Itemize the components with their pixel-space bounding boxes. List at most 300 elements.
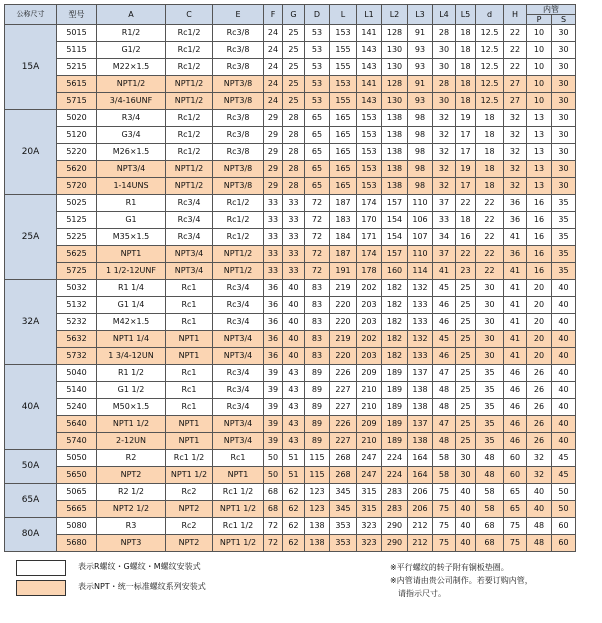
table-cell: 68	[476, 518, 504, 535]
table-cell: 5615	[57, 76, 97, 93]
table-cell: 137	[408, 365, 433, 382]
table-cell: 10	[527, 76, 552, 93]
table-cell: 40	[456, 501, 476, 518]
table-row	[5, 365, 576, 382]
table-row	[5, 59, 576, 76]
table-cell: 46	[504, 399, 527, 416]
table-cell: 20	[527, 348, 552, 365]
table-cell: 189	[382, 433, 408, 450]
table-cell: M35×1.5	[97, 229, 166, 246]
table-cell: 25	[456, 314, 476, 331]
table-row	[5, 348, 576, 365]
nominal-size-cell: 65A	[5, 484, 57, 518]
legend-label-white: 表示R螺纹・G螺纹・M螺纹安装式	[78, 562, 201, 571]
table-cell: Rc3/8	[213, 59, 264, 76]
table-cell: Rc1	[166, 382, 213, 399]
table-cell: 22	[476, 229, 504, 246]
table-cell: 28	[283, 161, 305, 178]
table-cell: 40	[527, 484, 552, 501]
table-cell: 123	[305, 484, 330, 501]
table-cell: 40	[283, 314, 305, 331]
table-cell: 33	[283, 246, 305, 263]
table-cell: 30	[552, 127, 576, 144]
table-cell: 290	[382, 518, 408, 535]
table-cell: 62	[283, 501, 305, 518]
table-cell: 16	[456, 229, 476, 246]
table-cell: 83	[305, 297, 330, 314]
table-cell: 75	[433, 518, 456, 535]
table-cell: 60	[504, 467, 527, 484]
table-cell: 5665	[57, 501, 97, 518]
table-cell: 30	[552, 144, 576, 161]
table-cell: 48	[527, 518, 552, 535]
table-row	[5, 450, 576, 467]
table-cell: 26	[527, 399, 552, 416]
table-cell: 39	[264, 416, 283, 433]
legend-label-orange: 表示NPT・统一标准螺纹系列安装式	[78, 582, 206, 591]
table-cell: 25	[283, 25, 305, 42]
table-cell: 33	[264, 263, 283, 280]
table-cell: 46	[433, 314, 456, 331]
table-cell: Rc2	[166, 484, 213, 501]
table-row	[5, 314, 576, 331]
table-cell: 53	[305, 25, 330, 42]
table-cell: 33	[283, 195, 305, 212]
table-cell: 132	[408, 331, 433, 348]
table-cell: 47	[433, 416, 456, 433]
table-cell: 12.5	[476, 76, 504, 93]
table-cell: 91	[408, 76, 433, 93]
table-cell: 182	[382, 280, 408, 297]
table-cell: 65	[305, 178, 330, 195]
col-s: S	[552, 15, 576, 25]
table-cell: 28	[283, 144, 305, 161]
table-cell: 23	[456, 263, 476, 280]
table-cell: 154	[382, 212, 408, 229]
table-cell: 30	[552, 59, 576, 76]
table-cell: 41	[504, 280, 527, 297]
table-cell: 315	[357, 501, 382, 518]
table-cell: 154	[382, 229, 408, 246]
table-row	[5, 212, 576, 229]
table-cell: 128	[382, 25, 408, 42]
table-cell: 114	[408, 263, 433, 280]
table-cell: 41	[504, 314, 527, 331]
table-cell: G1 1/2	[97, 382, 166, 399]
table-cell: 48	[476, 467, 504, 484]
table-cell: NPT3/4	[213, 348, 264, 365]
table-cell: 138	[382, 161, 408, 178]
table-cell: 27	[504, 76, 527, 93]
table-cell: G1/2	[97, 42, 166, 59]
table-cell: 47	[433, 365, 456, 382]
table-cell: 35	[476, 382, 504, 399]
table-cell: 157	[382, 195, 408, 212]
table-cell: 40	[283, 280, 305, 297]
table-cell: 187	[330, 246, 357, 263]
table-cell: 62	[283, 518, 305, 535]
table-cell: Rc3/8	[213, 42, 264, 59]
table-cell: Rc1 1/2	[213, 518, 264, 535]
table-cell: 18	[476, 127, 504, 144]
table-cell: 83	[305, 348, 330, 365]
table-cell: 32	[504, 144, 527, 161]
table-cell: 58	[433, 450, 456, 467]
table-cell: 20	[527, 314, 552, 331]
table-cell: 22	[476, 212, 504, 229]
table-cell: 1 3/4-12UN	[97, 348, 166, 365]
table-cell: Rc3/4	[166, 212, 213, 229]
table-cell: 28	[283, 127, 305, 144]
table-cell: 33	[264, 229, 283, 246]
table-cell: 17	[456, 144, 476, 161]
table-cell: 75	[504, 518, 527, 535]
table-cell: 17	[456, 127, 476, 144]
table-cell: 202	[357, 331, 382, 348]
table-cell: 68	[264, 484, 283, 501]
table-cell: 30	[552, 93, 576, 110]
table-cell: 18	[476, 178, 504, 195]
table-cell: 27	[504, 93, 527, 110]
table-cell: 219	[330, 280, 357, 297]
legend-swatch-orange	[16, 580, 66, 596]
table-cell: 72	[305, 195, 330, 212]
table-cell: 43	[283, 399, 305, 416]
table-cell: 36	[264, 348, 283, 365]
table-cell: 29	[264, 127, 283, 144]
table-cell: 29	[264, 161, 283, 178]
table-cell: 18	[456, 59, 476, 76]
table-cell: 65	[305, 144, 330, 161]
table-cell: 29	[264, 178, 283, 195]
table-cell: 65	[504, 501, 527, 518]
table-row	[5, 416, 576, 433]
col-l5: L5	[456, 5, 476, 25]
table-cell: 89	[305, 416, 330, 433]
table-cell: 62	[283, 535, 305, 552]
table-cell: 18	[456, 212, 476, 229]
table-cell: 209	[357, 365, 382, 382]
table-cell: 10	[527, 59, 552, 76]
table-cell: 34	[433, 229, 456, 246]
table-cell: 53	[305, 42, 330, 59]
table-cell: 25	[456, 382, 476, 399]
table-cell: 323	[357, 518, 382, 535]
nominal-size-cell: 25A	[5, 195, 57, 280]
table-cell: 75	[504, 535, 527, 552]
table-cell: 24	[264, 76, 283, 93]
col-f: F	[264, 5, 283, 25]
table-cell: 283	[382, 484, 408, 501]
table-cell: NPT1/2	[166, 178, 213, 195]
table-cell: 25	[456, 297, 476, 314]
table-cell: 1 1/2-12UNF	[97, 263, 166, 280]
table-cell: 227	[330, 382, 357, 399]
table-cell: 72	[305, 246, 330, 263]
table-cell: 41	[504, 297, 527, 314]
table-cell: 36	[264, 331, 283, 348]
table-cell: 189	[382, 399, 408, 416]
table-cell: 40	[552, 365, 576, 382]
table-cell: 40	[552, 348, 576, 365]
table-cell: 203	[357, 348, 382, 365]
col-d-lower: d	[476, 5, 504, 25]
table-cell: 43	[283, 433, 305, 450]
table-cell: Rc3/8	[213, 127, 264, 144]
table-cell: 98	[408, 161, 433, 178]
table-cell: NPT3/4	[213, 416, 264, 433]
table-cell: 24	[264, 42, 283, 59]
table-cell: 220	[330, 348, 357, 365]
table-cell: 153	[357, 110, 382, 127]
table-cell: NPT3/8	[213, 178, 264, 195]
table-cell: 18	[476, 144, 504, 161]
table-cell: Rc3/4	[213, 382, 264, 399]
table-cell: 91	[408, 25, 433, 42]
table-cell: Rc1	[166, 280, 213, 297]
table-cell: 174	[357, 246, 382, 263]
table-cell: NPT3/4	[97, 161, 166, 178]
table-cell: 203	[357, 314, 382, 331]
table-cell: Rc1/2	[166, 59, 213, 76]
table-cell: 5225	[57, 229, 97, 246]
table-cell: 174	[357, 195, 382, 212]
table-cell: 227	[330, 399, 357, 416]
table-cell: 165	[330, 127, 357, 144]
table-cell: NPT1 1/2	[213, 501, 264, 518]
table-cell: 130	[382, 42, 408, 59]
table-cell: 268	[330, 450, 357, 467]
table-cell: 13	[527, 161, 552, 178]
table-cell: 40	[283, 348, 305, 365]
table-cell: 72	[305, 263, 330, 280]
table-row	[5, 382, 576, 399]
table-row	[5, 280, 576, 297]
col-l: L	[330, 5, 357, 25]
table-cell: 22	[456, 246, 476, 263]
table-cell: 40	[552, 314, 576, 331]
table-cell: 130	[382, 59, 408, 76]
table-cell: R1/2	[97, 25, 166, 42]
table-cell: NPT3	[97, 535, 166, 552]
table-cell: 37	[433, 195, 456, 212]
table-cell: G1 1/4	[97, 297, 166, 314]
col-size: 公称尺寸	[5, 5, 57, 25]
table-cell: NPT3/4	[213, 331, 264, 348]
table-cell: 107	[408, 229, 433, 246]
table-cell: 5050	[57, 450, 97, 467]
table-row	[5, 127, 576, 144]
table-cell: 33	[264, 246, 283, 263]
table-cell: 36	[264, 280, 283, 297]
table-row	[5, 246, 576, 263]
table-cell: 93	[408, 42, 433, 59]
table-cell: 30	[433, 42, 456, 59]
table-cell: 10	[527, 25, 552, 42]
table-cell: 1-14UNS	[97, 178, 166, 195]
table-cell: 83	[305, 280, 330, 297]
table-cell: 40	[552, 297, 576, 314]
table-cell: 5125	[57, 212, 97, 229]
table-cell: 40	[456, 518, 476, 535]
table-cell: 25	[283, 59, 305, 76]
table-cell: Rc3/4	[213, 314, 264, 331]
table-cell: 35	[552, 263, 576, 280]
table-cell: NPT3/8	[213, 93, 264, 110]
table-cell: 89	[305, 365, 330, 382]
table-cell: 30	[456, 467, 476, 484]
table-cell: 25	[456, 416, 476, 433]
table-cell: 68	[264, 501, 283, 518]
table-cell: 40	[552, 331, 576, 348]
table-cell: 45	[433, 280, 456, 297]
table-cell: Rc1/2	[213, 212, 264, 229]
table-cell: 26	[527, 416, 552, 433]
table-cell: 138	[305, 535, 330, 552]
table-cell: 5132	[57, 297, 97, 314]
table-cell: 30	[552, 161, 576, 178]
table-cell: 30	[552, 25, 576, 42]
table-cell: 48	[433, 433, 456, 450]
table-cell: 18	[456, 25, 476, 42]
table-cell: NPT1 1/2	[166, 467, 213, 484]
table-cell: 247	[357, 467, 382, 484]
table-cell: 203	[357, 297, 382, 314]
table-cell: 18	[456, 93, 476, 110]
table-body	[5, 25, 576, 552]
table-cell: 48	[527, 535, 552, 552]
table-cell: 45	[552, 450, 576, 467]
table-cell: 5215	[57, 59, 97, 76]
table-cell: 33	[283, 229, 305, 246]
table-cell: 115	[305, 450, 330, 467]
table-cell: 41	[504, 348, 527, 365]
table-cell: NPT1/2	[166, 76, 213, 93]
table-cell: 36	[504, 212, 527, 229]
table-row	[5, 467, 576, 484]
table-cell: 155	[330, 42, 357, 59]
table-cell: 26	[527, 382, 552, 399]
table-cell: 32	[433, 161, 456, 178]
table-cell: 220	[330, 297, 357, 314]
table-cell: 224	[382, 467, 408, 484]
table-cell: 83	[305, 331, 330, 348]
table-cell: M42×1.5	[97, 314, 166, 331]
table-cell: 48	[476, 450, 504, 467]
table-cell: 40	[456, 535, 476, 552]
table-cell: 5680	[57, 535, 97, 552]
table-cell: 164	[408, 450, 433, 467]
table-cell: 32	[433, 178, 456, 195]
table-row	[5, 399, 576, 416]
nominal-size-cell: 32A	[5, 280, 57, 365]
table-cell: Rc1 1/2	[166, 450, 213, 467]
note-line: ※内管请由贵公司制作。若要订购内管，	[390, 576, 533, 585]
table-cell: 25	[456, 280, 476, 297]
table-cell: 191	[330, 263, 357, 280]
table-cell: 40	[283, 331, 305, 348]
col-l4: L4	[433, 5, 456, 25]
table-cell: 68	[476, 535, 504, 552]
table-cell: 353	[330, 535, 357, 552]
table-cell: 25	[456, 399, 476, 416]
table-cell: R2 1/2	[97, 484, 166, 501]
table-cell: 138	[382, 178, 408, 195]
table-cell: 138	[382, 144, 408, 161]
table-cell: 16	[527, 229, 552, 246]
table-cell: 189	[382, 365, 408, 382]
table-cell: NPT1	[166, 331, 213, 348]
table-cell: 22	[504, 25, 527, 42]
table-cell: M26×1.5	[97, 144, 166, 161]
table-cell: 25	[283, 76, 305, 93]
table-cell: 220	[330, 314, 357, 331]
table-cell: 98	[408, 127, 433, 144]
table-cell: NPT1	[97, 246, 166, 263]
table-cell: 290	[382, 535, 408, 552]
table-cell: 16	[527, 195, 552, 212]
table-cell: NPT2	[166, 535, 213, 552]
table-cell: 98	[408, 110, 433, 127]
nominal-size-cell: 15A	[5, 25, 57, 110]
table-cell: 184	[330, 229, 357, 246]
table-cell: 138	[408, 433, 433, 450]
table-cell: 12.5	[476, 25, 504, 42]
table-row	[5, 484, 576, 501]
col-g: G	[283, 5, 305, 25]
table-cell: 247	[357, 450, 382, 467]
table-cell: 93	[408, 93, 433, 110]
table-cell: 5240	[57, 399, 97, 416]
table-cell: 25	[456, 433, 476, 450]
table-cell: 141	[357, 25, 382, 42]
table-cell: 219	[330, 331, 357, 348]
table-cell: 30	[476, 314, 504, 331]
col-l1: L1	[357, 5, 382, 25]
table-cell: Rc1/2	[213, 229, 264, 246]
table-cell: 5115	[57, 42, 97, 59]
table-cell: NPT1	[166, 416, 213, 433]
table-cell: 128	[382, 76, 408, 93]
table-cell: 33	[283, 263, 305, 280]
table-cell: 46	[504, 382, 527, 399]
table-cell: 30	[552, 110, 576, 127]
table-cell: 206	[408, 501, 433, 518]
table-cell: 130	[382, 93, 408, 110]
table-cell: 39	[264, 365, 283, 382]
table-cell: 26	[527, 365, 552, 382]
table-cell: R1	[97, 195, 166, 212]
table-cell: 72	[264, 535, 283, 552]
dimension-table	[4, 4, 576, 552]
table-cell: 5632	[57, 331, 97, 348]
table-row	[5, 263, 576, 280]
table-cell: 268	[330, 467, 357, 484]
table-header	[5, 5, 576, 25]
table-cell: 138	[408, 382, 433, 399]
table-cell: NPT1/2	[166, 161, 213, 178]
table-cell: 40	[456, 484, 476, 501]
table-cell: 5725	[57, 263, 97, 280]
table-cell: 51	[283, 450, 305, 467]
table-cell: Rc1/2	[166, 110, 213, 127]
table-cell: Rc1	[166, 399, 213, 416]
table-cell: G1	[97, 212, 166, 229]
table-cell: 5650	[57, 467, 97, 484]
table-cell: 53	[305, 59, 330, 76]
table-cell: 53	[305, 76, 330, 93]
table-cell: 17	[456, 178, 476, 195]
